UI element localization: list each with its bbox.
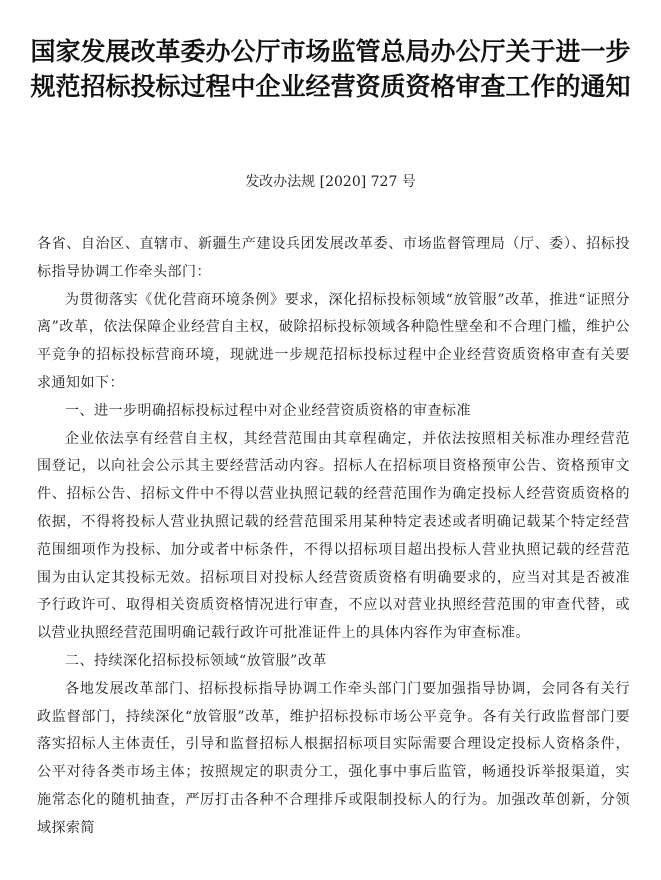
section-1-heading: 一、进一步明确招标投标过程中对企业经营资质资格的审查标准 xyxy=(65,402,471,419)
document-number: 发改办法规 [2020] 727 号 xyxy=(245,174,416,190)
document-body xyxy=(37,231,630,843)
section-1-paragraph: 企业依法享有经营自主权，其经营范围由其章程确定，并依法按照相关标准办理经营范围登记，以向社会公示其主要经营活动内容。招标人在招标项目资格预审公告、资格预审文件、招标公告、招标文件中不得以营业执照记载的经营范围作为确定投标人经营资质资格的依据，不得将投标人营业执照记载的经营范围采用某种特定表述或者明确记载某个特定经营范围细项作为投标、加分或者中标条件，不得以招标项目超出投标人营业执照记载的经营范围为由认定其投标无效。招标项目对投标人经营资质资格有明确要求的，应当对其是否被准予行政许可、取得相关资质资格情况进行审查，不应以对营业执照经营范围的审查代替，或以营业执照经营范围明确记载行政许可批准证件上的具体内容作为审查标准。 xyxy=(37,430,630,642)
section-2-heading: 二、持续深化招标投标领域“放管服”改革 xyxy=(65,652,327,669)
document-title: 国家发展改革委办公厅市场监管总局办公厅关于进一步规范招标投标过程中企业经营资质资格审查工作的通知 xyxy=(30,37,631,101)
intro-paragraph: 为贯彻落实《优化营商环境条例》要求，深化招标投标领域“放管服”改革，推进“证照分离”改革，依法保障企业经营自主权，破除招标投标领域各种隐性壁垒和不合理门槛，维护公平竞争的招标投标营商环境，现就进一步规范招标投标过程中企业经营资质资格审查有关要求通知如下： xyxy=(37,291,630,391)
addressee-paragraph: 各省、自治区、直辖市、新疆生产建设兵团发展改革委、市场监督管理局（厅、委）、招标投标指导协调工作牵头部门： xyxy=(37,236,630,280)
section-2-paragraph: 各地发展改革部门、招标投标指导协调工作牵头部门门要加强指导协调，会同各有关行政监督部门，持续深化“放管服”改革，维护招标投标市场公平竞争。各有关行政监督部门要落实招标人主体责任，引导和监督招标人根据招标项目实际需要合理设定投标人资格条件，公平对待各类市场主体；按照规定的职责分工，强化事中事后监管，畅通投诉举报渠道，实施常态化的随机抽查，严厉打击各种不合理排斥或限制投标人的行为。加强改革创新，分领域探索简 xyxy=(37,680,630,836)
